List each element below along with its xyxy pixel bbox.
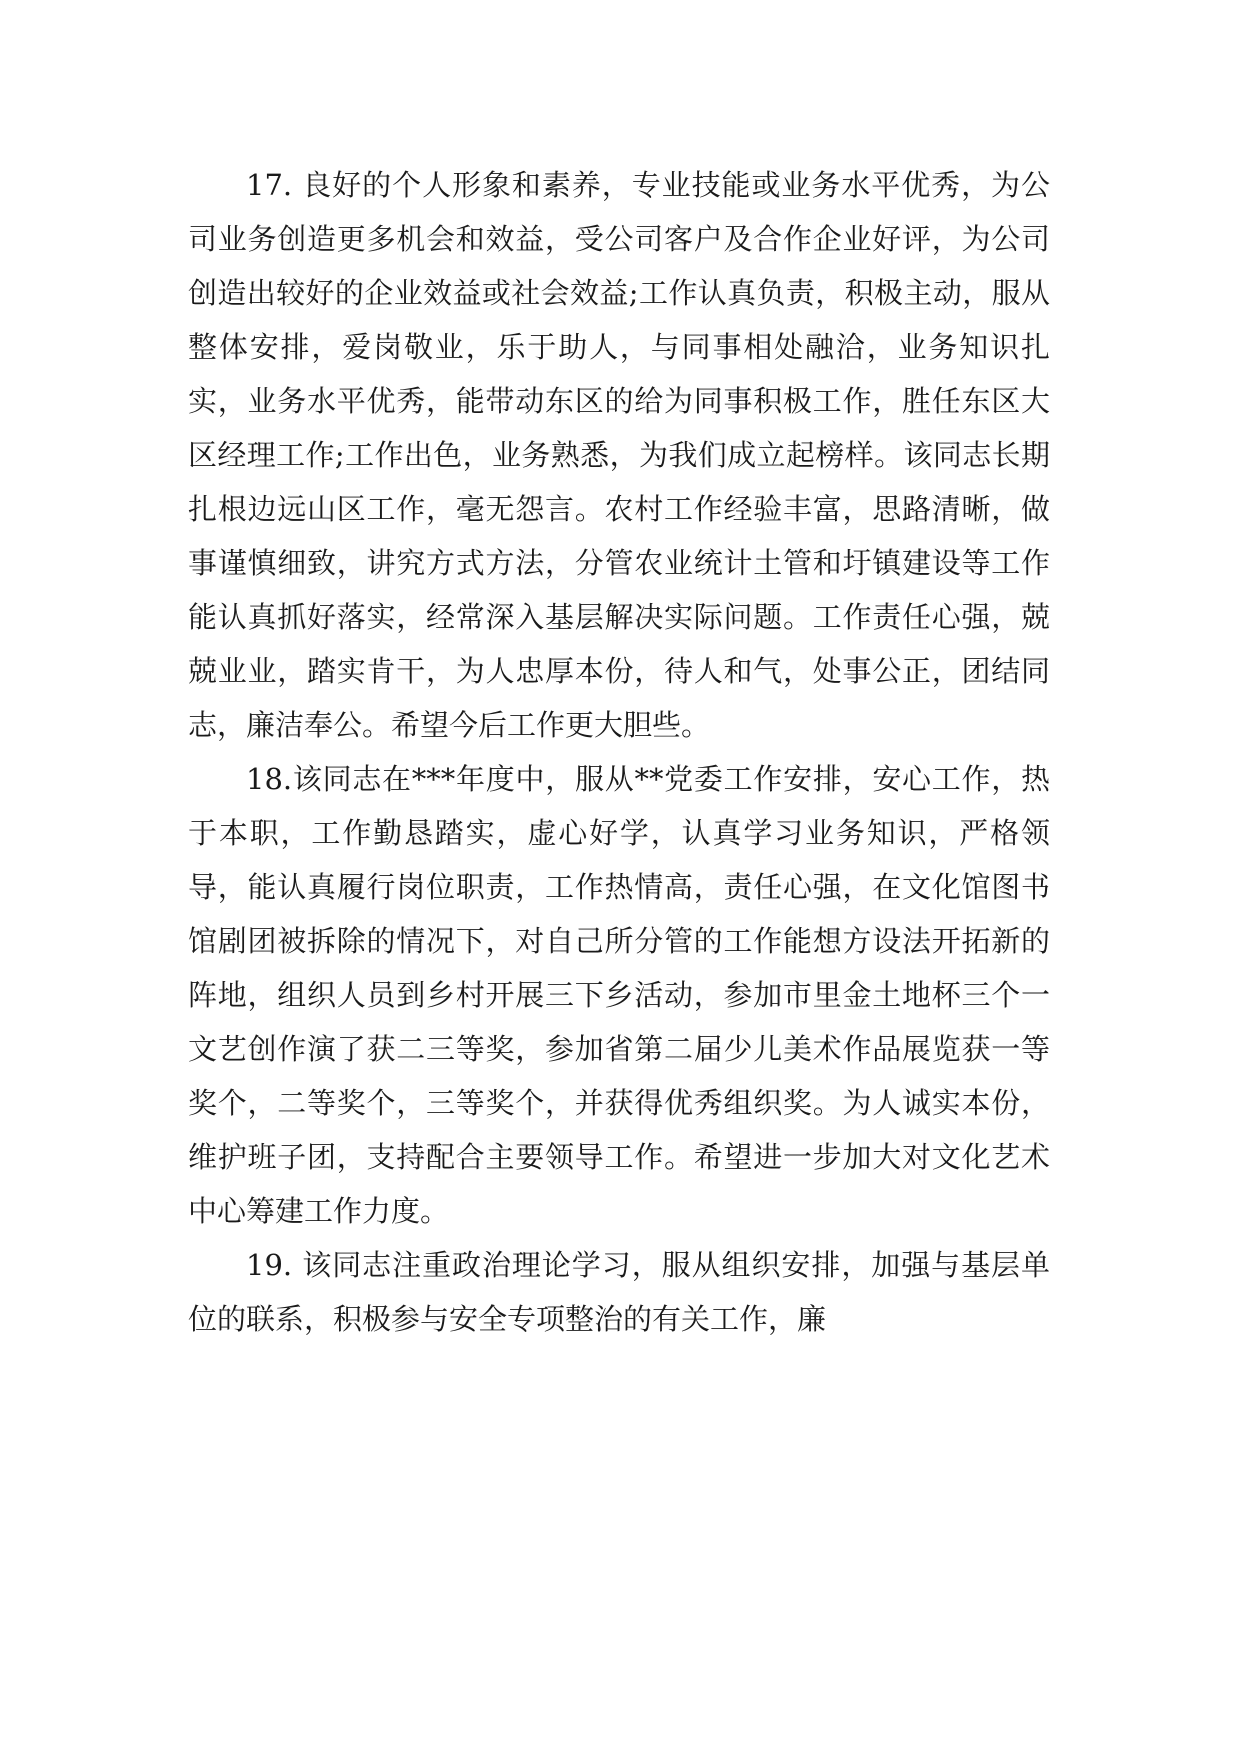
document-body xyxy=(188,158,1050,1346)
paragraph-18: 18.该同志在***年度中，服从**党委工作安排，安心工作，热于本职，工作勤恳踏实，虚心好学，认真学习业务知识，严格领导，能认真履行岗位职责，工作热情高，责任心强，在文化馆图书馆剧团被拆除的情况下，对自己所分管的工作能想方设法开拓新的阵地，组织人员到乡村开展三下乡活动，参加市里金土地杯三个一文艺创作演了获二三等奖，参加省第二届少儿美术作品展览获一等奖个，二等奖个，三等奖个，并获得优秀组织奖。为人诚实本份，维护班子团，支持配合主要领导工作。希望进一步加大对文化艺术中心筹建工作力度。 xyxy=(188,762,1050,1228)
paragraph-17: 17. 良好的个人形象和素养，专业技能或业务水平优秀，为公司业务创造更多机会和效益，受公司客户及合作企业好评，为公司创造出较好的企业效益或社会效益;工作认真负责，积极主动，服从整体安排，爱岗敬业，乐于助人，与同事相处融洽，业务知识扎实，业务水平优秀，能带动东区的给为同事积极工作，胜任东区大区经理工作;工作出色，业务熟悉，为我们成立起榜样。该同志长期扎根边远山区工作，毫无怨言。农村工作经验丰富，思路清晰，做事谨慎细致，讲究方式方法，分管农业统计土管和圩镇建设等工作能认真抓好落实，经常深入基层解决实际问题。工作责任心强，兢兢业业，踏实肯干，为人忠厚本份，待人和气，处事公正，团结同志，廉洁奉公。希望今后工作更大胆些。 xyxy=(188,168,1050,742)
paragraph-19: 19. 该同志注重政治理论学习，服从组织安排，加强与基层单位的联系，积极参与安全专项整治的有关工作，廉 xyxy=(188,1248,1050,1336)
